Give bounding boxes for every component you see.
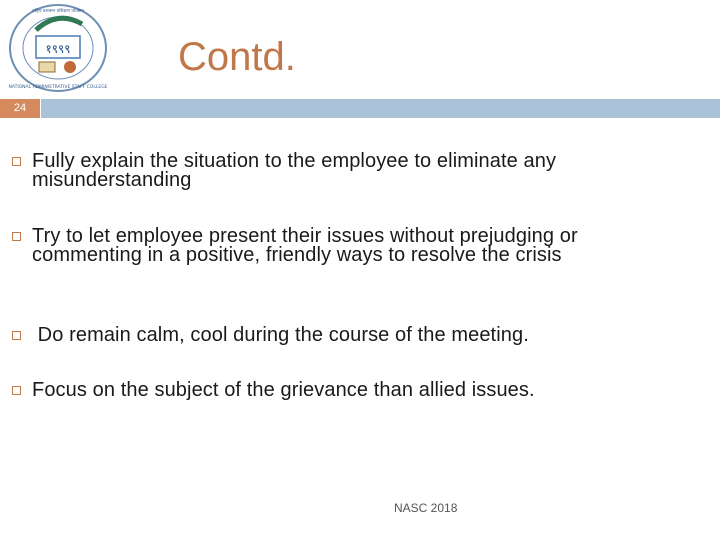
title-divider-bar	[41, 99, 720, 118]
bullet-text: Fully explain the situation to the employee to eliminate any misunderstanding	[32, 150, 557, 191]
square-bullet-icon	[12, 232, 21, 241]
square-bullet-icon	[12, 157, 21, 166]
logo-ring-top-text: राष्ट्रिय प्रशासन प्रशिक्षण प्रतिष्ठान	[32, 9, 84, 14]
footer-text: NASC 2018	[394, 501, 458, 515]
bullet-text: Do remain calm, cool during the course of the meeting.	[32, 324, 529, 346]
bullet-text: Try to let employee present their issues without prejudging or commenting in a positive, friendly ways to resolve the crisis	[32, 225, 578, 266]
college-logo	[6, 2, 110, 94]
slide-number: 24	[0, 99, 40, 118]
bullet-text: Focus on the subject of the grievance than allied issues.	[32, 379, 535, 401]
slide-title: Contd.	[178, 35, 296, 79]
logo-ring-bottom-text: NATIONAL ADMINISTRATIVE STAFF COLLEGE	[8, 85, 108, 90]
square-bullet-icon	[12, 386, 21, 395]
logo-year-text: १९९९	[45, 42, 71, 56]
logo-emblem-icon	[6, 2, 110, 94]
square-bullet-icon	[12, 331, 21, 340]
